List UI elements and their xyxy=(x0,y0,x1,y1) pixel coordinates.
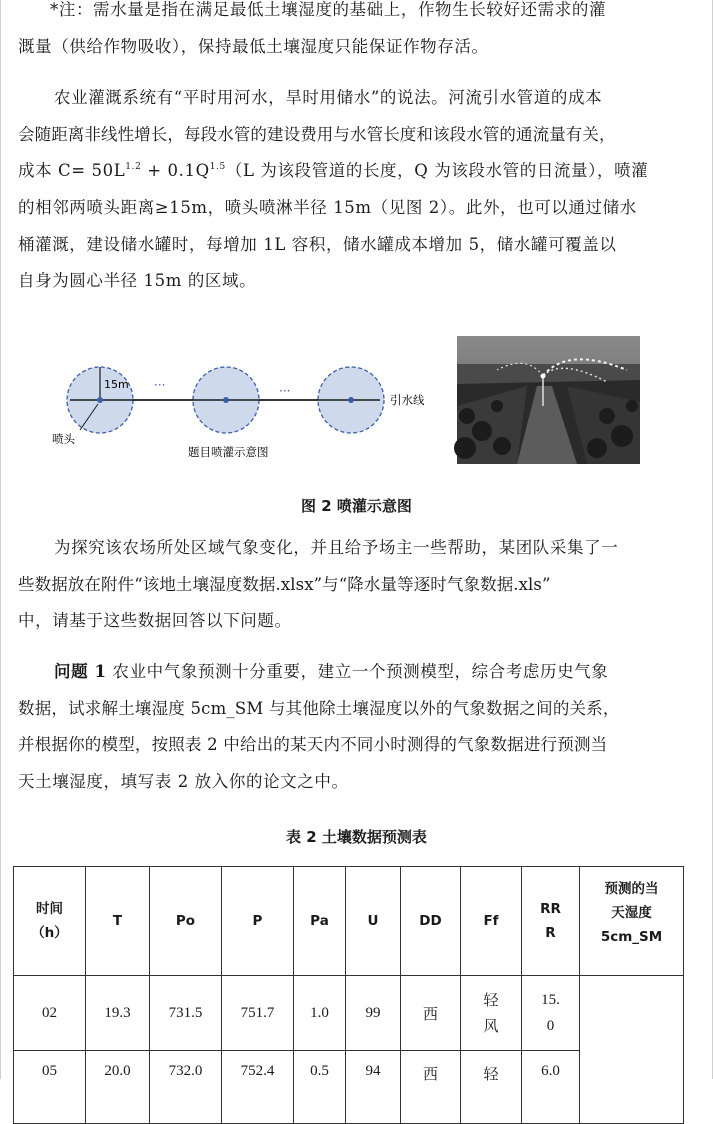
ellipsis-2: ··· xyxy=(279,384,291,398)
cell-p: 752.4 xyxy=(222,1051,294,1124)
table-row xyxy=(14,976,684,1051)
cell-rrr: 15. 0 xyxy=(522,976,580,1051)
cell-u: 99 xyxy=(346,976,401,1051)
question-1-paragraph xyxy=(18,654,698,801)
question-1-text: 农业中气象预测十分重要，建立一个预测模型，综合考虑历史气象 xyxy=(106,662,609,681)
data-intro-paragraph xyxy=(18,530,698,640)
nozzle-dot-3 xyxy=(348,397,354,403)
cell-ff: 轻 风 xyxy=(461,976,522,1051)
sprinkler-schematic xyxy=(52,335,450,470)
header-po: Po xyxy=(150,867,222,976)
soil-prediction-table xyxy=(13,866,684,1124)
para2-line-1: 为探究该农场所处区域气象变化，并且给予场主一些帮助，某团队采集了一 xyxy=(54,538,619,557)
question-1-line-4: 天土壤湿度，填写表 2 放入你的论文之中。 xyxy=(18,772,349,792)
radius-label: 15m xyxy=(104,378,129,391)
para2-line-3: 中，请基于这些数据回答以下问题。 xyxy=(18,611,292,631)
cost-formula-c: （L 为该段管道的长度，Q 为该段水管的日流量），喷灌 xyxy=(225,161,649,181)
question-1-line-3: 并根据你的模型，按照表 2 中给出的某天内不同小时测得的气象数据进行预测当 xyxy=(18,735,608,755)
header-dd: DD xyxy=(401,867,461,976)
cell-rrr: 6.0 xyxy=(522,1051,580,1124)
note-paragraph xyxy=(18,0,698,65)
para2-line-2: 些数据放在附件“该地土壤湿度数据.xlsx”与“降水量等逐时气象数据.xls” xyxy=(18,574,551,594)
header-predicted-sm: 预测的当 天湿度 5cm_SM xyxy=(580,867,684,976)
cell-predicted-sm[interactable] xyxy=(580,976,684,1124)
header-time: 时间 （h） xyxy=(14,867,86,976)
cell-po: 732.0 xyxy=(150,1051,222,1124)
exponent-1: 1.2 xyxy=(125,162,142,173)
cell-time: 02 xyxy=(14,976,86,1051)
question-1-line-1 xyxy=(18,654,698,691)
cell-u: 94 xyxy=(346,1051,401,1124)
table-caption: 表 2 土壤数据预测表 xyxy=(286,828,427,846)
question-1-label: 问题 1 xyxy=(54,662,107,681)
header-u: U xyxy=(346,867,401,976)
nozzle-dot-2 xyxy=(223,397,229,403)
header-t: T xyxy=(86,867,150,976)
para1-line-6: 自身为圆心半径 15m 的区域。 xyxy=(18,271,257,291)
cell-ff: 轻 xyxy=(461,1051,522,1124)
header-pa: Pa xyxy=(294,867,346,976)
question-1-line-2: 数据，试求解土壤湿度 5cm_SM 与其他除土壤湿度以外的气象数据之间的关系， xyxy=(18,698,620,718)
header-ff: Ff xyxy=(461,867,522,976)
para1-line-1: 农业灌溉系统有“平时用河水，旱时用储水”的说法。河流引水管道的成本 xyxy=(54,88,603,107)
cell-dd: 西 xyxy=(401,976,461,1051)
cell-t: 20.0 xyxy=(86,1051,150,1124)
figure-caption: 图 2 喷灌示意图 xyxy=(301,497,412,515)
cell-p: 751.7 xyxy=(222,976,294,1051)
cell-dd: 西 xyxy=(401,1051,461,1124)
note-line-1: *注：需水量是指在满足最低土壤湿度的基础上，作物生长较好还需求的灌 xyxy=(50,0,607,19)
cell-t: 19.3 xyxy=(86,976,150,1051)
table-header-row xyxy=(14,867,684,976)
ellipsis-1: ··· xyxy=(154,378,166,392)
exponent-2: 1.5 xyxy=(209,162,226,173)
header-p: P xyxy=(222,867,294,976)
cost-formula-a: 成本 C= 50L xyxy=(18,161,126,181)
pipe-label: 引水线 xyxy=(390,393,425,407)
para1-line-5: 桶灌溉，建设储水罐时，每增加 1L 容积，储水罐成本增加 5，储水罐可覆盖以 xyxy=(18,234,617,254)
cost-formula-b: + 0.1Q xyxy=(141,161,210,181)
para1-line-2: 会随距离非线性增长，每段水管的建设费用与水管长度和该段水管的通流量有关， xyxy=(18,124,616,144)
cell-po: 731.5 xyxy=(150,976,222,1051)
nozzle-label: 喷头 xyxy=(52,432,75,446)
para1-line-4: 的相邻两喷头距离≥15m，喷头喷淋半径 15m（见图 2）。此外，也可以通过储水 xyxy=(18,198,637,218)
note-line-2: 溉量（供给作物吸收），保持最低土壤湿度只能保证作物存活。 xyxy=(18,36,489,56)
cell-pa: 0.5 xyxy=(294,1051,346,1124)
sprinkler-photo xyxy=(457,336,640,464)
nozzle-dot-1 xyxy=(97,397,103,403)
irrigation-paragraph xyxy=(18,80,698,300)
cell-time: 05 xyxy=(14,1051,86,1124)
cell-pa: 1.0 xyxy=(294,976,346,1051)
schematic-subcaption: 题目喷灌示意图 xyxy=(188,445,269,459)
para1-line-3 xyxy=(18,153,698,190)
header-rrr: RR R xyxy=(522,867,580,976)
